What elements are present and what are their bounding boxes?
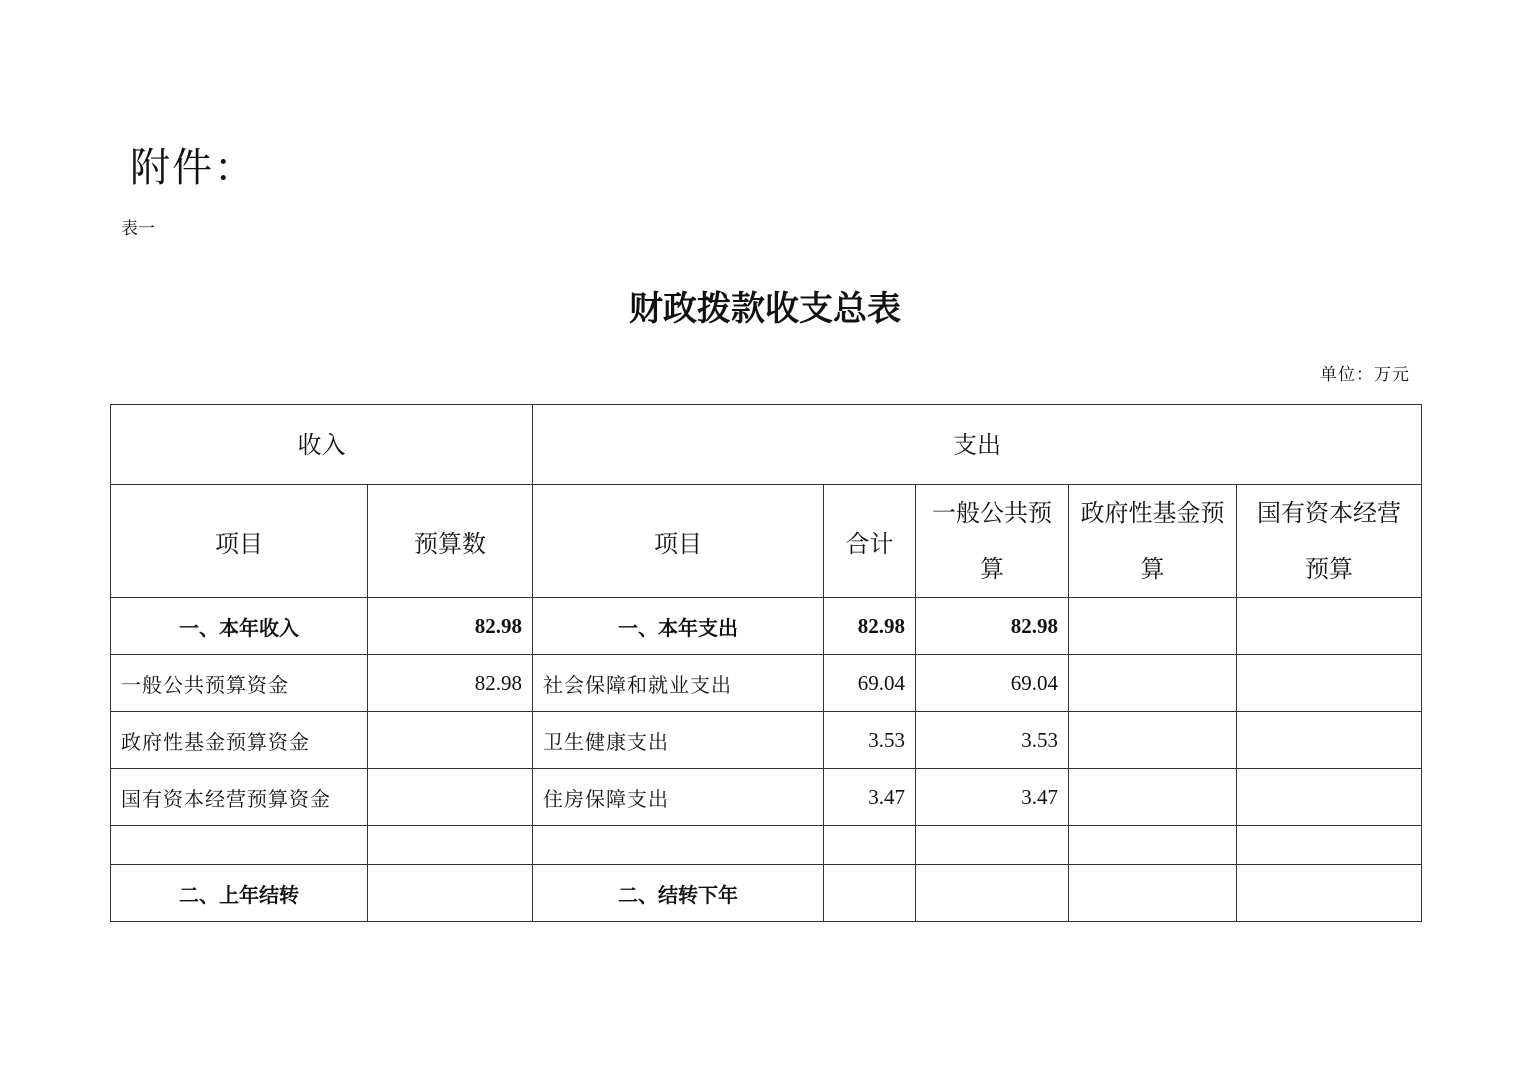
table-row	[111, 769, 1422, 826]
table-row	[111, 598, 1422, 655]
income-budget-cell	[368, 865, 533, 922]
gov-fund-cell	[1069, 655, 1237, 712]
state-capital-cell	[1237, 598, 1422, 655]
gov-fund-cell	[1069, 769, 1237, 826]
group-header-row	[111, 405, 1422, 485]
general-budget-cell: 3.53	[916, 712, 1069, 769]
expense-item-header: 项目	[533, 485, 824, 598]
gov-fund-cell	[1069, 712, 1237, 769]
expense-item-cell	[533, 826, 824, 865]
table-row	[111, 655, 1422, 712]
table-row	[111, 865, 1422, 922]
gov-fund-cell	[1069, 826, 1237, 865]
general-budget-cell	[916, 826, 1069, 865]
column-header-row	[111, 485, 1422, 598]
state-capital-cell	[1237, 655, 1422, 712]
income-budget-header: 预算数	[368, 485, 533, 598]
income-item-header: 项目	[111, 485, 368, 598]
income-budget-cell	[368, 769, 533, 826]
state-capital-cell	[1237, 769, 1422, 826]
income-item-cell	[111, 826, 368, 865]
general-budget-cell: 69.04	[916, 655, 1069, 712]
expense-item-cell: 一、本年支出	[533, 598, 824, 655]
expense-item-cell: 卫生健康支出	[533, 712, 824, 769]
income-budget-cell	[368, 826, 533, 865]
document-title: 财政拨款收支总表	[629, 289, 901, 329]
total-cell: 3.47	[824, 769, 916, 826]
state-capital-budget-header: 国有资本经营预算	[1237, 485, 1422, 598]
table-number-label: 表一	[121, 219, 155, 239]
general-public-budget-header: 一般公共预算	[916, 485, 1069, 598]
income-budget-cell	[368, 712, 533, 769]
total-cell: 82.98	[824, 598, 916, 655]
income-item-cell: 一、本年收入	[111, 598, 368, 655]
income-group-header: 收入	[111, 405, 533, 485]
total-header: 合计	[824, 485, 916, 598]
state-capital-cell	[1237, 712, 1422, 769]
general-budget-cell: 3.47	[916, 769, 1069, 826]
state-capital-cell	[1237, 826, 1422, 865]
income-item-cell: 国有资本经营预算资金	[111, 769, 368, 826]
table-row	[111, 712, 1422, 769]
income-item-cell: 一般公共预算资金	[111, 655, 368, 712]
general-budget-cell: 82.98	[916, 598, 1069, 655]
income-budget-cell: 82.98	[368, 655, 533, 712]
budget-table	[110, 404, 1422, 922]
gov-fund-budget-header: 政府性基金预算	[1069, 485, 1237, 598]
expense-item-cell: 二、结转下年	[533, 865, 824, 922]
income-item-cell: 二、上年结转	[111, 865, 368, 922]
table-row	[111, 826, 1422, 865]
total-cell: 3.53	[824, 712, 916, 769]
general-budget-cell	[916, 865, 1069, 922]
gov-fund-cell	[1069, 598, 1237, 655]
total-cell: 69.04	[824, 655, 916, 712]
income-budget-cell: 82.98	[368, 598, 533, 655]
expense-group-header: 支出	[533, 405, 1422, 485]
total-cell	[824, 865, 916, 922]
expense-item-cell: 社会保障和就业支出	[533, 655, 824, 712]
income-item-cell: 政府性基金预算资金	[111, 712, 368, 769]
unit-label: 单位：万元	[1320, 365, 1410, 385]
expense-item-cell: 住房保障支出	[533, 769, 824, 826]
state-capital-cell	[1237, 865, 1422, 922]
attachment-label: 附件：	[130, 145, 256, 191]
gov-fund-cell	[1069, 865, 1237, 922]
total-cell	[824, 826, 916, 865]
